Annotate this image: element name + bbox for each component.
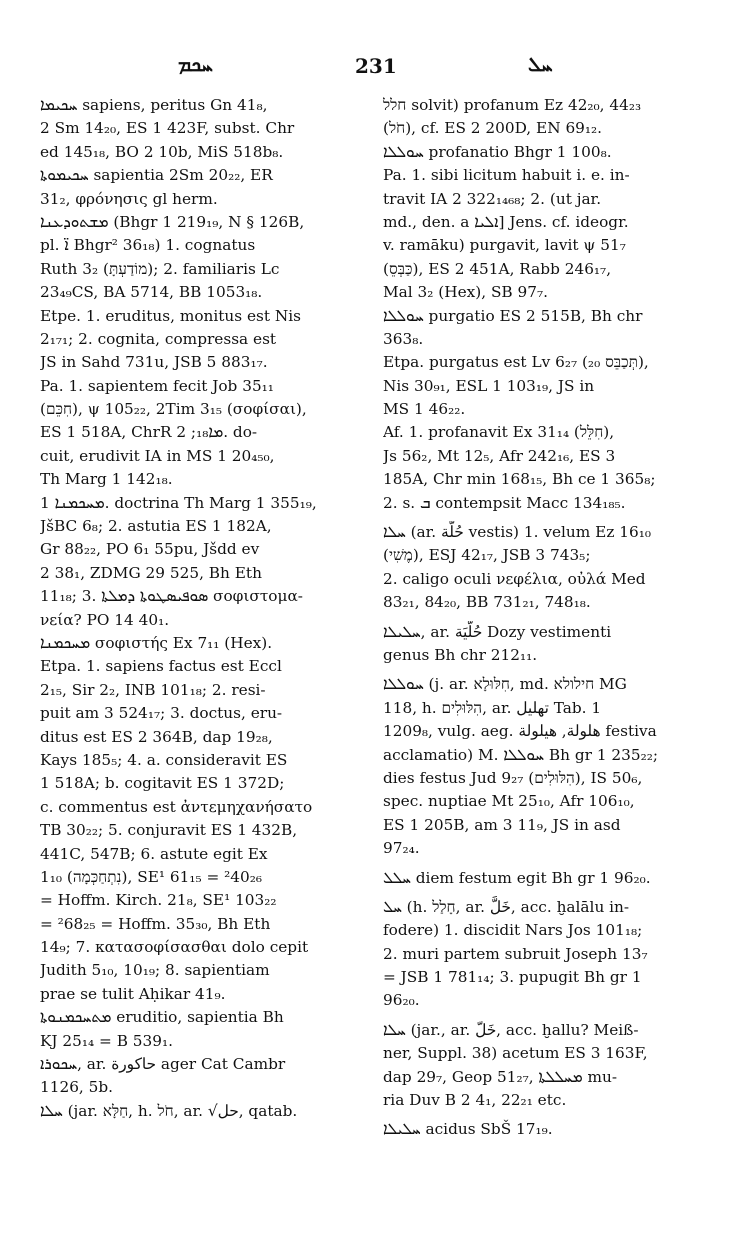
dictionary-line: MS 1 46₂₂.	[383, 400, 466, 419]
dictionary-line: ܡܫܬܘܕܥܢܐ (Bhgr 1 219₁₉, N § 126B,	[40, 212, 305, 231]
dictionary-line: Judith 5₁₀, 10₁₉; 8. sapientiam	[40, 961, 270, 980]
dictionary-line: ܚܟܝܡܘܬܐ sapientia 2Sm 20₂₂, ER	[40, 166, 273, 185]
dictionary-line: fodere) 1. discidit Nars Jos 101₁₈;	[383, 921, 643, 940]
dictionary-line: ܚܠ (h. חָלַל, ar. خَلَّ, acc. ḫalālu in-	[383, 897, 630, 916]
dictionary-line: ܚܠܝܠܐ acidus SbŠ 17₁₉.	[383, 1120, 553, 1139]
dictionary-line: = ²68₂₅ = Hoffm. 35₃₀, Bh Eth	[40, 914, 271, 933]
dictionary-line: 1₁₀ (נִתְחַכְּמָה), SE¹ 61₁₅ = ²40₂₆	[40, 867, 262, 886]
dictionary-line: 1126, 5b.	[40, 1078, 114, 1097]
dictionary-line: 23₄₉CS, BA 5714, BB 1053₁₈.	[40, 283, 263, 302]
dictionary-line: (כַּבְּסֵ), ES 2 451A, Rabb 246₁₇,	[383, 259, 612, 278]
dictionary-line: 83₂₁, 84₂₀, BB 731₂₁, 748₁₈.	[383, 593, 591, 612]
dictionary-line: 1 518A; b. cogitavit ES 1 372D;	[40, 774, 285, 793]
dictionary-line: 2. caligo oculi νεφέλια, οὐλά Med	[383, 569, 646, 588]
dictionary-line: ܡܚܟܡܢܐ 1. doctrina Th Marg 1 355₁₉,	[40, 493, 317, 512]
dictionary-line: ܚܘܠܠܐ profanatio Bhgr 1 100₈.	[383, 142, 612, 161]
dictionary-line: Pa. 1. sibi licitum habuit i. e. in-	[383, 166, 630, 185]
right-column	[383, 94, 715, 1142]
dictionary-line: Etpe. 1. eruditus, monitus est Nis	[40, 306, 302, 325]
dictionary-line: ܚܠܐ (jar., ar. خَلّ, acc. ḫallu? Meiß-	[383, 1020, 639, 1039]
dictionary-line: Gr 88₂₂, PO 6₁ 55pu, Jšdd ev	[40, 540, 260, 559]
dictionary-line: = JSB 1 781₁₄; 3. pupugit Bh gr 1	[383, 968, 642, 987]
right-running-headword: ܚܠ	[528, 52, 553, 76]
dictionary-line: νεία? PO 14 40₁.	[40, 610, 170, 629]
dictionary-line: Js 56₂, Mt 12₅, Afr 242₁₆, ES 3	[383, 446, 616, 465]
dictionary-line: ܚܟܝܡܐ sapiens, peritus Gn 41₈,	[40, 96, 268, 114]
dictionary-line: ܚܟܘܪܐ, ar. حاكورة ager Cat Cambr	[40, 1055, 286, 1074]
dictionary-line: cuit, erudivit IA in MS 1 20₄₅₀,	[40, 446, 275, 465]
dictionary-line: ܚܘܠܠܐ (j. ar. חִלּוּלָא, md. חילולא MG	[383, 675, 627, 694]
dictionary-line: חלל solvit) profanum Ez 42₂₀, 44₂₃	[383, 96, 642, 114]
dictionary-line: 118, h. הִלּוּלִים, ar. تهليل Tab. 1	[383, 698, 602, 717]
dictionary-line: travit IA 2 322₁₄₆₈; 2. (ut jar.	[383, 189, 602, 208]
dictionary-line: Kays 185₅; 4. a. consideravit ES	[40, 750, 288, 769]
dictionary-line: Th Marg 1 142₁₈.	[40, 470, 173, 489]
dictionary-line: KJ 25₁₄ = B 539₁.	[40, 1031, 173, 1050]
dictionary-line: JšBC 6₈; 2. astutia ES 1 182A,	[40, 517, 272, 536]
dictionary-line: 2 38₁, ZDMG 29 525, Bh Eth	[40, 563, 262, 582]
dictionary-line: ner, Suppl. 38) acetum ES 3 163F,	[383, 1044, 648, 1063]
dictionary-line: md., den. a ܐܠܝܐ] Jens. cf. ideogr.	[383, 212, 629, 231]
dictionary-line: pl. ܐ̈ Bhgr² 36₁₈) 1. cognatus	[40, 236, 256, 255]
dictionary-line: TB 30₂₂; 5. conjuravit ES 1 432B,	[40, 821, 298, 840]
page-header	[0, 52, 750, 82]
dictionary-line: 363₈.	[383, 329, 424, 348]
dictionary-line: ܚܠܝܠܐ, ar. حُلَّيَة Dozy vestimenti	[383, 622, 612, 641]
dictionary-line: ܚܠܐ (jar. חַלָּא, h. חֹל, ar. √حل, qatab.	[40, 1101, 298, 1120]
dictionary-line: c. commentus est ἀντεμηχανήσατο	[40, 797, 313, 816]
left-column	[40, 94, 366, 1123]
dictionary-line: ES 1 518A, ChrR ܡܐ₁₈; 2. do-	[40, 423, 258, 442]
dictionary-line: 2₁₅, Sir 2₂, INB 101₁₈; 2. resi-	[40, 680, 266, 699]
dictionary-line: ditus est ES 2 364B, dap 19₂₈,	[40, 727, 273, 746]
dictionary-line: puit am 3 524₁₇; 3. doctus, eru-	[40, 704, 283, 723]
dictionary-line: = Hoffm. Kirch. 21₈, SE¹ 103₂₂	[40, 891, 277, 910]
dictionary-line: prae se tulit Aḥikar 41₉.	[40, 984, 226, 1003]
dictionary-line: dies festus Jud 9₂₇ (הִלּוּלִים), IS 50₆,	[383, 768, 643, 787]
dictionary-line: 14₉; 7. κατασοφίσασθαι dolo cepit	[40, 938, 309, 957]
dictionary-line: 441C, 547B; 6. astute egit Ex	[40, 844, 268, 863]
dictionary-line: v. ramāku) purgavit, lavit ψ 51₇	[383, 236, 626, 255]
dictionary-line: (מֶשִׁי), ESJ 42₁₇, JSB 3 743₅;	[383, 546, 591, 565]
dictionary-line: 1209₈, vulg. aeg. هلولة, هيلولة festiva	[383, 722, 657, 741]
dictionary-line: ria Duv B 2 4₁, 22₂₁ etc.	[383, 1091, 567, 1110]
dictionary-line: Mal 3₂ (Hex), SB 97₇.	[383, 283, 548, 302]
dictionary-line: (חִכֵּם), ψ 105₂₂, 2Tim 3₁₅ (σοφίσαι),	[40, 400, 307, 419]
dictionary-line: 185A, Chr min 168₁₅, Bh ce 1 365₈;	[383, 470, 656, 489]
dictionary-line: JS in Sahd 731u, JSB 5 883₁₇.	[40, 353, 268, 372]
left-running-headword: ܚܟܡ	[178, 52, 213, 76]
dictionary-line: Etpa. purgatus est Lv 6₂₇ (₂₀ תְּכַבֵּס),	[383, 353, 649, 372]
dictionary-line: ܡܬܚܟܡܢܘܬܐ eruditio, sapientia Bh	[40, 1008, 284, 1027]
dictionary-line: 97₂₄.	[383, 839, 420, 858]
dictionary-line: 31₂, φρόνησις gl herm.	[40, 189, 218, 208]
dictionary-line: 2. s. ܒ contempsit Macc 134₁₈₅.	[383, 493, 626, 512]
dictionary-line: ܚܘܠܠܐ purgatio ES 2 515B, Bh chr	[383, 306, 643, 325]
dictionary-line: 2₁₇₁; 2. cognita, compressa est	[40, 329, 277, 348]
dictionary-line: 96₂₀.	[383, 991, 420, 1010]
dictionary-line: acclamatio) M. ܚܘܠܠܐ Bh gr 1 235₂₂;	[383, 745, 659, 764]
dictionary-line: 2 Sm 14₂₀, ES 1 423F, subst. Chr	[40, 119, 295, 138]
dictionary-line: Af. 1. profanavit Ex 31₁₄ (חִלֵּל),	[383, 423, 615, 442]
dictionary-line: ܚܠܠ diem festum egit Bh gr 1 96₂₀.	[383, 868, 651, 887]
dictionary-line: 11₁₈; 3. ܣܘܦܝܣܛܘܬܐ ܕܡܠܬܐ σοφιστομα-	[40, 587, 303, 606]
dictionary-line: ed 145₁₈, BO 2 10b, MiS 518b₈.	[40, 142, 284, 161]
dictionary-line: spec. nuptiae Mt 25₁₀, Afr 106₁₀,	[383, 792, 635, 811]
dictionary-line: Ruth 3₂ (מוֹדַעְתָּ); 2. familiaris Lc	[40, 259, 280, 278]
dictionary-line: dap 29₇, Geop 51₂₇, ܡܚܠܠܬܐ mu-	[383, 1067, 617, 1086]
dictionary-line: ܡܚܟܡܢܐ σοφιστής Ex 7₁₁ (Hex).	[40, 633, 273, 652]
dictionary-line: (חֹל), cf. ES 2 200D, EN 69₁₂.	[383, 119, 603, 138]
dictionary-line: Pa. 1. sapientem fecit Job 35₁₁	[40, 376, 274, 395]
dictionary-line: 2. muri partem subruit Joseph 13₇	[383, 944, 648, 963]
dictionary-line: ܚܠܐ (ar. حُلَّة vestis) 1. velum Ez 16₁₀	[383, 523, 651, 542]
page-number: 231	[355, 54, 397, 78]
dictionary-line: ES 1 205B, am 3 11₉, JS in asd	[383, 815, 621, 834]
dictionary-line: Etpa. 1. sapiens factus est Eccl	[40, 657, 282, 676]
dictionary-line: genus Bh chr 212₁₁.	[383, 645, 538, 664]
dictionary-line: Nis 30₉₁, ESL 1 103₁₉, JS in	[383, 376, 595, 395]
